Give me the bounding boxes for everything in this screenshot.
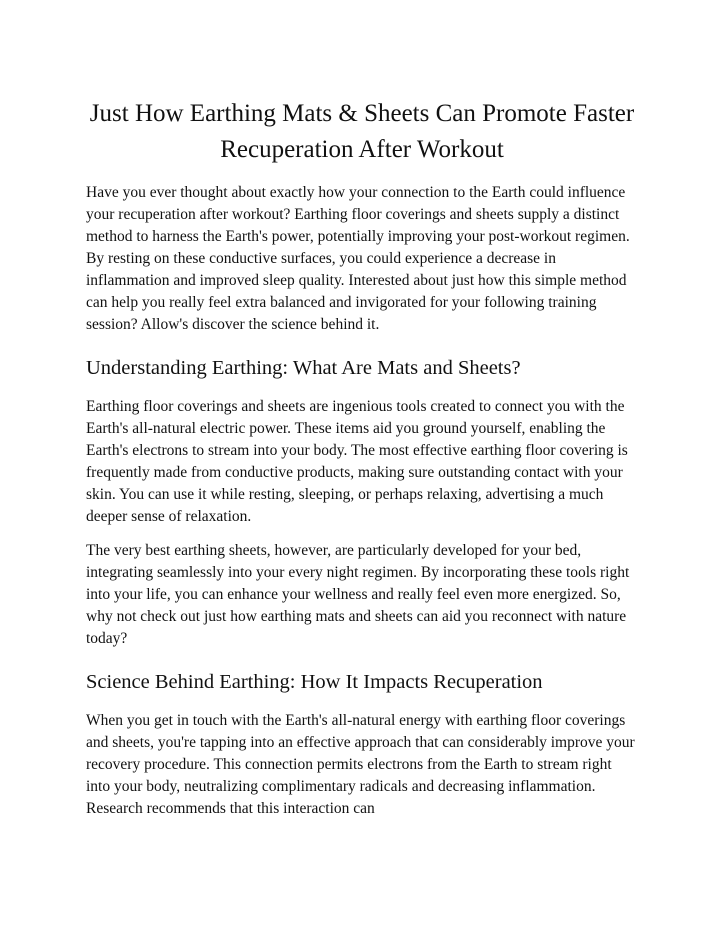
section-paragraph: Earthing floor coverings and sheets are ingenious tools created to connect you with the Earth's all-natural electric power. These items aid you ground yourself, enabling the Earth's electrons to stream into your body. The most effective earthing floor covering is frequently made from conductive products, making sure outstanding contact with your skin. You can use it while resting, sleeping, or perhaps relaxing, advertising a much deeper sense of relaxation. <box>86 398 628 525</box>
section-paragraph: When you get in touch with the Earth's all-natural energy with earthing floor coverings and sheets, you're tapping into an effective approach that can considerably improve your recovery procedure. This connection permits electrons from the Earth to stream right into your body, neutralizing complimentary radicals and decreasing inflammation. Research recommends that this interaction can <box>86 712 635 817</box>
intro-paragraph: Have you ever thought about exactly how your connection to the Earth could influence your recuperation after workout? Earthing floor coverings and sheets supply a distinct method to harness the Earth's power, potentially improving your post-workout regimen. By resting on these conductive surfaces, you could experience a decrease in inflammation and improved sleep quality. Interested about just how this simple method can help you really feel extra balanced and invigorated for your following training session? Allow's discover the science behind it. <box>86 184 630 333</box>
section-heading-understanding: Understanding Earthing: What Are Mats and Sheets? <box>86 357 521 379</box>
section-paragraph: The very best earthing sheets, however, are particularly developed for your bed, integrating seamlessly into your every night regimen. By incorporating these tools right into your life, you can enhance your wellness and really feel even more energized. So, why not check out just how earthing mats and sheets can aid you reconnect with nature today? <box>86 542 630 647</box>
section-heading-science: Science Behind Earthing: How It Impacts Recuperation <box>86 671 543 693</box>
document-page <box>86 96 638 820</box>
document-title: Just How Earthing Mats & Sheets Can Promote Faster Recuperation After Workout <box>89 100 635 163</box>
